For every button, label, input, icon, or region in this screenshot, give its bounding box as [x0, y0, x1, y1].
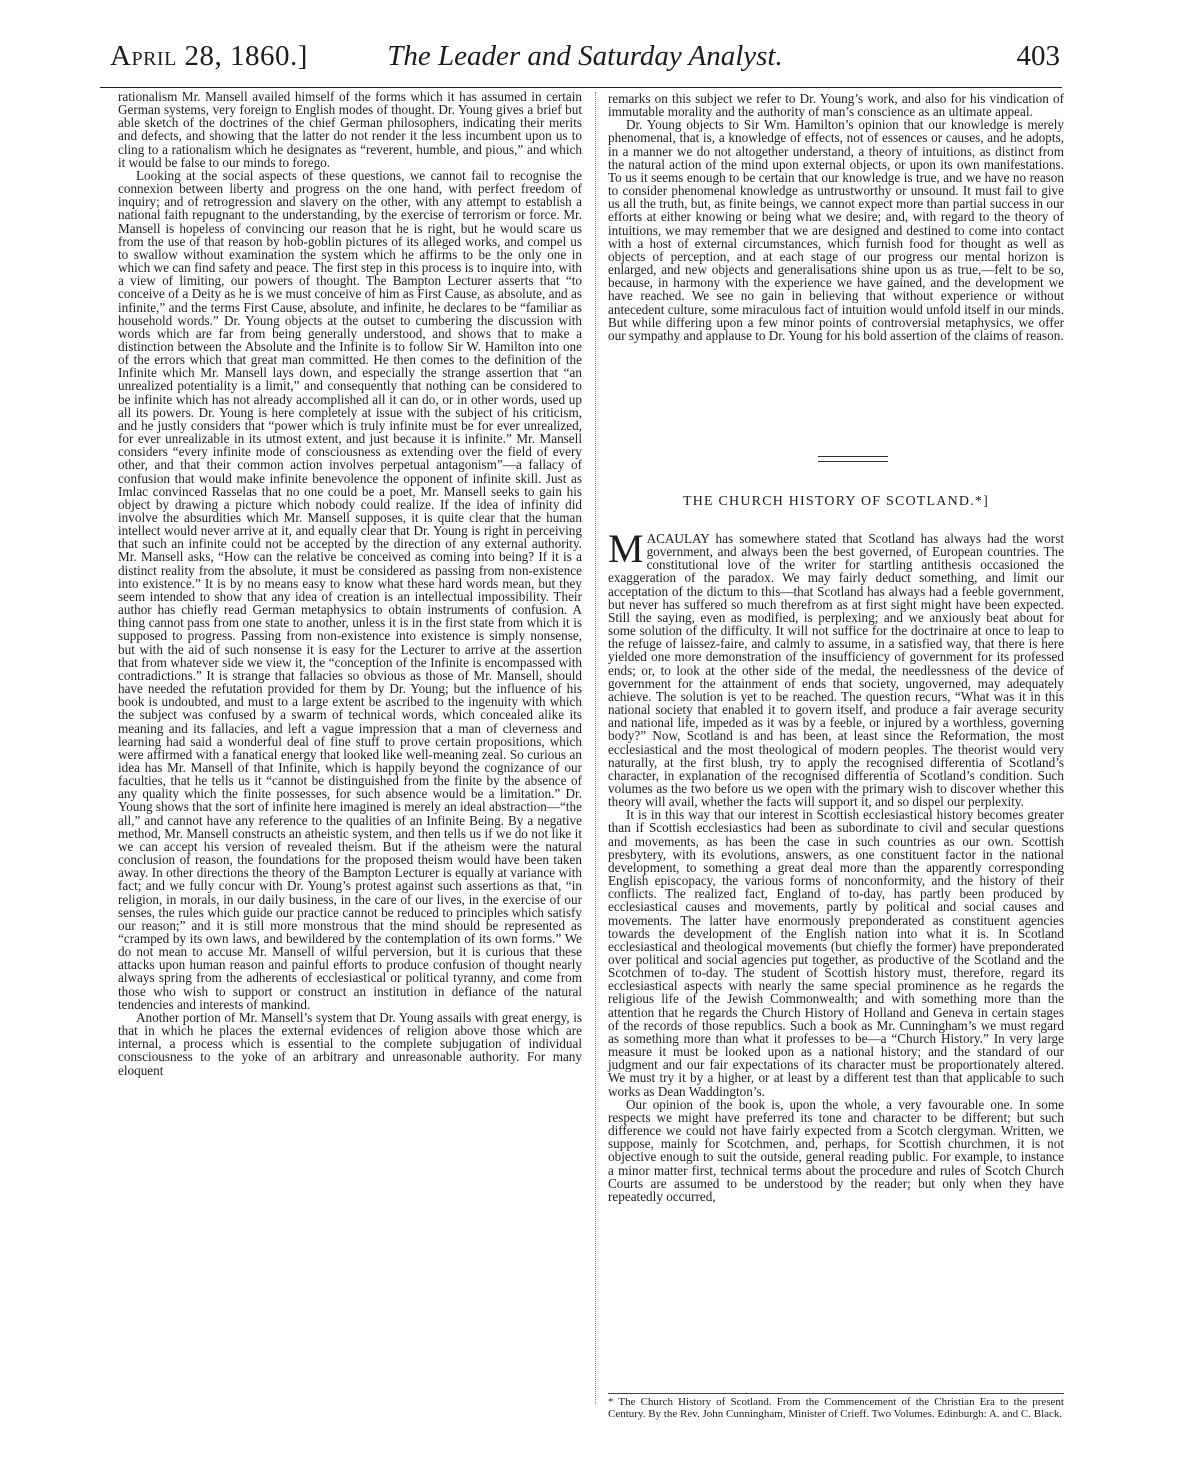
paragraph: rationalism Mr. Mansell availed himself of the forms which it has assumed in certain German systems, very foreign to English modes of thought. Dr. Young gives a brief but able sketch of the doctrines of the chief German philosophers, indicating their merits and defects, and showing that the latter do not render it the less incumbent upon us to cling to a rationalism which he designates as “reverent, humble, and pious,” and which it would be false to our minds to forego.: [118, 89, 582, 170]
header-rule: [100, 87, 1062, 88]
paragraph: [608, 526, 1064, 810]
paragraph: Looking at the social aspects of these questions, we cannot fail to recognise the connexion between liberty and progress on the one hand, with perfect freedom of inquiry; and of retrogression and slavery on the other, with any attempt to establish a national faith repugnant to the understanding, by the exercise of terrorism or force. Mr. Mansell is hopeless of convincing our reason that he is right, but he would scare us from the use of that reason by hob-goblin pictures of its alleged works, and compel us to swallow without examination the system which he affirms to be the only one in which we can find safety and peace. The first step in this process is to inquire into, with a view of limiting, our powers of thought. The Bampton Lecturer asserts that “to conceive of a Deity as he is we must conceive of him as First Cause, as absolute, and as infinite,” and the terms First Cause, absolute, and infinite, he declares to be “familiar as household words.” Dr. Young objects at the outset to cumbering the discussion with words which are far from being generally understood, and shows that to make a distinction between the Absolute and the Infinite is to follow Sir W. Hamilton into one of the errors which that great man committed. He then comes to the definition of the Infinite which Mr. Mansell lays down, and especially the strange assertion that “an unrealized potentiality is a limit,” and consequently that nothing can be considered to be infinite which has not already accomplished all it can do, or in other words, used up all its powers. Dr. Young is here completely at issue with the subject of his criticism, and he justly considers that “power which is truly infinite must be for ever unrealized, for ever unrealizable in its utmost extent, and just because it is infinite.” Mr. Mansell considers “every infinite mode of consciousness as extending over the field of every other, and that their common action involves perpetual antagonism”—a fallacy of confusion that would make infinite benevolence the opponent of infinite skill. Just as Imlac convinced Rasselas that no one could be a poet, Mr. Mansell seeks to gain his object by drawing a picture which nobody could realize. If the idea of infinity did involve the absurdities which Mr. Mansell supposes, it is quite clear that the human intellect would never arrive at it, and equally clear that Dr. Young is right in perceiving that such an infinite could not be accepted by the direction of any external authority. Mr. Mansell asks, “How can the relative be conceived as coming into being? If it is a distinct reality from the absolute, it must be considered as passing from non-existence into existence.” It is by no means easy to know what these hard words mean, but they seem intended to show that any idea of creation is an intellectual impossibility. Their author has chiefly read German metaphysics to obtain instruments of confusion. A thing cannot pass from one state to another, unless it is in the first state from which it is supposed to progress. Passing from non-existence into existence is simply nonsense, but with the aid of such nonsense it is easy for the Lecturer to arrive at the assertion that from whatever side we view it, the “conception of the Infinite is encompassed with contradictions.” It is strange that fallacies so obvious as those of Mr. Mansell, should have needed the refutation provided for them by Dr. Young; but the influence of his book is undoubted, and must to a large extent be ascribed to the ingenuity with which the subject was confused by a swarm of technical words, which concealed alike its meaning and its fallacies, and left a vague impression that a man of cleverness and learning had said a wonderful deal of fine stuff to prove certain propositions, which were affirmed with a fanatical energy that looked like well-meaning zeal. So curious an idea has Mr. Mansell of that Infinite, which is happily beyond the cognizance of our faculties, that he tells us it “cannot be distinguished from the finite by the absence of any quality which the finite possesses, for such absence would be a limitation.” Dr. Young shows that the sort of infinite here imagined is merely an ideal abstraction—“the all,” and cannot have any reference to the qualities of an Infinite Being. By a negative method, Mr. Mansell constructs an atheistic system, and then tells us if we do not like it we can accept his version of revealed theism. But if the atheism were the natural conclusion of reason, the foundations for the proposed theism would have been taken away. In other directions the theory of the Bampton Lecturer is equally at variance with fact; and we fully concur with Dr. Young’s protest against such assertions as that, “in religion, in morals, in our daily business, in the care of our lives, in the exercise of our senses, the rules which guide our practice cannot be reduced to principles which satisfy our reason;” and it is still more monstrous that the mind should be represented as “cramped by its own laws, and bewildered by the contemplation of its own forms.” We do not mean to accuse Mr. Mansell of wilful perversion, but it is curious that these attacks upon human reason and painful efforts to produce confusion of thought nearly always spring from the adherents of ecclesiastical or political tyranny, and come from those who wish to support or construct an institution in defiance of the natural tendencies and interests of mankind.: [118, 167, 582, 1012]
footnote: * The Church History of Scotland. From the Commencement of the Christian Era to the present Century. By the Rev. John Cunningham, Minister of Crieff. Two Volumes. Edinburgh: A. and C. Black.: [608, 1396, 1064, 1420]
paragraph: Our opinion of the book is, upon the whole, a very favourable one. In some respects we might have preferred its tone and character to be different; but such difference we could not have fairly expected from a Scotch clergyman. Written, we suppose, mainly for Scotchmen, and, perhaps, for Scottish churchmen, it is not objective enough to suit the outside, general reading public. For example, to instance a minor matter first, technical terms about the procedure and rules of Scotch Church Courts are assumed to be understood by the reader; but only when they have repeatedly occurred,: [608, 1096, 1064, 1204]
drop-cap: M: [608, 526, 644, 571]
right-column: [608, 92, 1064, 342]
article-body: [608, 526, 1064, 1204]
article-title: THE CHURCH HISTORY OF SCOTLAND.*]: [682, 494, 989, 509]
page-number: 403: [1016, 40, 1060, 72]
left-column: [118, 90, 582, 1077]
column-divider: [595, 92, 596, 1404]
paragraph: It is in this way that our interest in Scottish ecclesiastical history becomes greater than if Scottish ecclesiastics had been as subordinate to civil and secular questions and movements, as has been the case in such countries as our own. Scottish presbytery, with its evolutions, answers, as one constituent factor in the national development, to something a great deal more than the apparently corresponding English episcopacy, the various forms of nonconformity, and the history of their conflicts. The realized fact, England of to-day, has partly been produced by ecclesiastical causes and movements, partly by political and social causes and movements. The latter have enormously preponderated as constituent agencies towards the development of the English nation into what it is. In Scotland ecclesiastical and theological movements (but chiefly the former) have preponderated over political and social agencies put together, as productive of the Scotland and the Scotchmen of to-day. The student of Scottish history must, therefore, regard its ecclesiastical aspects with nearly the same special prominence as he regards the religious life of the Jewish Commonwealth; and with something more than the attention that he regards the Church History of Holland and Geneva in certain stages of the records of those republics. Such a book as Mr. Cunningham’s we must regard as something more than what it professes to be—a “Church History.” In very large measure it must be looked upon as a national history; and the standard of our judgment and our fair expectations of its character must be proportionately altered. We must try it by a higher, or at least by a different test than that applicable to such works as Dean Waddington’s.: [608, 807, 1064, 1099]
running-head: [110, 40, 1060, 80]
paragraph: remarks on this subject we refer to Dr. Young’s work, and also for his vindication of immutable morality and the authority of man’s conscience as an ultimate appeal.: [608, 91, 1064, 120]
issue-date: April 28, 1860.]: [110, 40, 308, 72]
paragraph: Another portion of Mr. Mansell’s system that Dr. Young assails with great energy, is that in which he places the external evidences of religion above those which are internal, a process which is essential to the complete subjugation of individual consciousness to the yoke of an arbitrary and unreasonable authority. For many eloquent: [118, 1009, 582, 1078]
section-separator: [818, 456, 888, 462]
paragraph: Dr. Young objects to Sir Wm. Hamilton’s opinion that our knowledge is merely phenomenal, that is, a knowledge of effects, not of essences or causes, and he adopts, in a manner we do not altogether understand, a theory of intuitions, as distinct from the natural action of the mind upon external objects, or upon its own manifestations. To us it seems enough to be certain that our knowledge is true, and we have no reason to consider phenomenal knowledge as untrustworthy or unsound. It must fail to give us all the truth, but, as finite beings, we cannot expect more than partial success in our efforts at either knowing or being what we desire; and, with regard to the theory of intuitions, we may remember that we are designed and destined to come into contact with a host of external circumstances, which furnish food for thought as well as objects of perception, and at each stage of our progress our mental horizon is enlarged, and new objects and generalisations shine upon us as true,—felt to be so, because, in harmony with the experience we have gained, and the development we have reached. We see no gain in believing that without experience or without antecedent culture, some miraculous fact of intuition would unfold itself in our minds. But while differing upon a few minor points of controversial metaphysics, we offer our sympathy and applause to Dr. Young for his bold assertion of the claims of reason.: [608, 117, 1064, 343]
footnote-rule: [608, 1393, 1064, 1394]
paragraph-text: ACAULAY has somewhere stated that Scotland has always had the worst government, and always been the best governed, of European countries. The constitutional love of the writer for startling antithesis occasioned the exaggeration of the paradox. We may fairly deduct something, and limit our acceptation of the dictum to this—that Scotland has always had a feeble government, but never has suffered so much therefrom as at first sight might have been expected. Still the saying, even as modified, is perplexing; and we anxiously beat about for some solution of the difficulty. It will not suffice for the doctrinaire at once to leap to the refuge of laissez-faire, and calmly to assume, in a satisfied way, that there is here yielded one more demonstration of the insufficiency of government for its professed ends; or, to look at the other side of the medal, the needlessness of the device of government for the attainment of ends that society, ungoverned, may adequately achieve. The solution is yet to be reached. The question recurs, “What was it in this national society that enabled it to govern itself, and produce a fair average security and national life, impeded as it was by a feeble, or injured by a worthless, governing body?” Now, Scotland is and has been, at least since the Reformation, the most ecclesiastical and the most theological of modern peoples. The theorist would very naturally, at the first blush, try to apply the recognised differentia of Scotland’s character, in explanation of the recognised differentia of Scotland’s condition. Such volumes as the two before us we open with the primary wish to discover whether this theory will avail, whether the facts will support it, and so dispel our perplexity.: [608, 531, 1064, 810]
publication-title: The Leader and Saturday Analyst.: [387, 40, 783, 72]
